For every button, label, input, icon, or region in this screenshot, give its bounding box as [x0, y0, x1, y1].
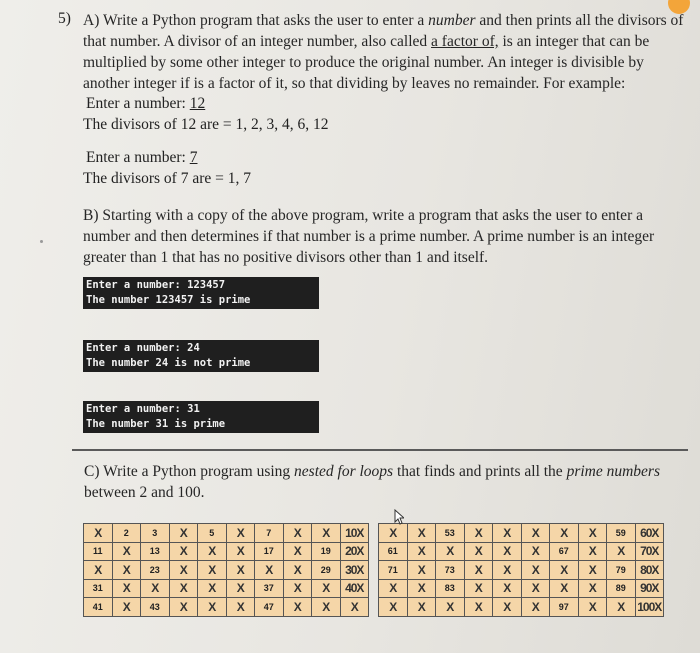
sieve-cell: 47 — [255, 598, 284, 617]
sieve-cell: X — [226, 561, 255, 580]
part-b-text: B) Starting with a copy of the above program, write a program that asks the user to enter a number and then determines if that number is a prime number. A prime number is an integer greater than 1 that has no positive divisors other than 1 and itself. — [83, 207, 655, 266]
sieve-cell: X — [169, 561, 198, 580]
sieve-cell: X — [283, 542, 312, 561]
sieve-cell: X — [578, 561, 607, 580]
sieve-cell: X — [578, 542, 607, 561]
sieve-cell: X — [407, 524, 436, 543]
sieve-cell: 59 — [607, 524, 636, 543]
sieve-cell: 17 — [255, 542, 284, 561]
terminal-output-2: Enter a number: 24 The number 24 is not prime — [83, 340, 319, 372]
sieve-cell: X — [379, 524, 408, 543]
sieve-cell: X — [312, 598, 341, 617]
sieve-cell: X — [493, 542, 522, 561]
sieve-cell: 67 — [550, 542, 579, 561]
sieve-cell: X — [379, 598, 408, 617]
sieve-cell: 37 — [255, 579, 284, 598]
sieve-row — [84, 542, 369, 561]
margin-dot — [40, 240, 43, 243]
example-1-prompt: Enter a number: 12 — [86, 95, 206, 112]
sieve-cell: X — [550, 524, 579, 543]
sieve-row — [84, 524, 369, 543]
sieve-cell: X — [436, 598, 465, 617]
sieve-cell: X — [283, 561, 312, 580]
sieve-cell: 30X — [340, 561, 369, 580]
sieve-cell: 73 — [436, 561, 465, 580]
sieve-cell: 31 — [84, 579, 113, 598]
sieve-cell: 29 — [312, 561, 341, 580]
sieve-cell: 90X — [635, 579, 664, 598]
sieve-cell: X — [283, 598, 312, 617]
sieve-cell: X — [312, 579, 341, 598]
sieve-cell: X — [407, 561, 436, 580]
sieve-cell: X — [112, 561, 141, 580]
sieve-cell: X — [407, 579, 436, 598]
sieve-cell: 79 — [607, 561, 636, 580]
sieve-cell: X — [255, 561, 284, 580]
sieve-cell: X — [226, 598, 255, 617]
sieve-cell: X — [607, 598, 636, 617]
sieve-cell: X — [464, 524, 493, 543]
sieve-cell: X — [283, 579, 312, 598]
sieve-row — [84, 598, 369, 617]
sieve-row — [379, 542, 664, 561]
sieve-cell: 7 — [255, 524, 284, 543]
sieve-cell: 40X — [340, 579, 369, 598]
sieve-grid-51-100 — [378, 523, 664, 617]
sieve-cell: X — [169, 524, 198, 543]
sieve-row — [379, 598, 664, 617]
sieve-row — [84, 561, 369, 580]
sieve-cell: 13 — [141, 542, 170, 561]
sieve-cell: X — [112, 542, 141, 561]
sieve-cell: X — [578, 598, 607, 617]
sieve-cell: X — [493, 524, 522, 543]
sieve-cell: 2 — [112, 524, 141, 543]
sieve-cell: 71 — [379, 561, 408, 580]
sieve-cell: 10X — [340, 524, 369, 543]
sieve-cell: X — [493, 561, 522, 580]
sieve-cell: 11 — [84, 542, 113, 561]
sieve-cell: X — [226, 579, 255, 598]
sieve-cell: X — [521, 524, 550, 543]
sieve-cell: X — [312, 524, 341, 543]
sieve-cell: X — [112, 579, 141, 598]
sieve-cell: X — [141, 579, 170, 598]
terminal-output-1: Enter a number: 123457 The number 123457 is prime — [83, 277, 319, 309]
sieve-cell: X — [607, 542, 636, 561]
sieve-cell: X — [436, 542, 465, 561]
sieve-cell: X — [464, 598, 493, 617]
sieve-cell: X — [407, 598, 436, 617]
part-c-text: C) Write a Python program using nested for loops that finds and prints all the prime numbers between 2 and 100. — [84, 463, 660, 501]
sieve-grid-1-50 — [83, 523, 369, 617]
example-2-result: The divisors of 7 are = 1, 7 — [83, 170, 252, 187]
sieve-cell: X — [226, 542, 255, 561]
sieve-cell: 53 — [436, 524, 465, 543]
sieve-cell: 89 — [607, 579, 636, 598]
sieve-cell: 20X — [340, 542, 369, 561]
sieve-cell: 41 — [84, 598, 113, 617]
sieve-cell: X — [169, 542, 198, 561]
part-a-text: A) Write a Python program that asks the user to enter a number and then prints all the divisors of that number. A divisor of an integer number, also called a factor of, is an integer that can be multiplied by some other integer to produce the original number. An integer is divisible by another integer if is a factor of it, so that dividing by leaves no remainder. For example: — [83, 12, 684, 92]
sieve-cell: X — [464, 561, 493, 580]
sieve-cell: X — [493, 579, 522, 598]
sieve-cell: 5 — [198, 524, 227, 543]
sieve-cell: X — [112, 598, 141, 617]
sieve-cell: X — [283, 524, 312, 543]
sieve-cell: X — [198, 579, 227, 598]
question-number: 5) — [58, 10, 71, 27]
sieve-cell: X — [521, 561, 550, 580]
sieve-cell: 83 — [436, 579, 465, 598]
mouse-cursor-icon — [394, 509, 404, 525]
sieve-row — [379, 579, 664, 598]
sieve-cell: 19 — [312, 542, 341, 561]
sieve-row — [379, 561, 664, 580]
sieve-cell: X — [379, 579, 408, 598]
sieve-cell: 23 — [141, 561, 170, 580]
sieve-cell: X — [169, 579, 198, 598]
sieve-cell: X — [578, 579, 607, 598]
sieve-cell: 61 — [379, 542, 408, 561]
terminal-output-3: Enter a number: 31 The number 31 is prime — [83, 401, 319, 433]
sieve-cell: 80X — [635, 561, 664, 580]
sieve-cell: X — [493, 598, 522, 617]
sieve-cell: 97 — [550, 598, 579, 617]
section-divider — [72, 449, 688, 451]
sieve-cell: X — [550, 561, 579, 580]
sieve-cell: X — [407, 542, 436, 561]
sieve-cell: 60X — [635, 524, 664, 543]
sieve-cell: X — [84, 524, 113, 543]
sieve-cell: X — [521, 542, 550, 561]
sieve-cell: X — [464, 542, 493, 561]
sieve-cell: X — [550, 579, 579, 598]
example-2-prompt: Enter a number: 7 — [86, 149, 198, 166]
sieve-cell: 43 — [141, 598, 170, 617]
sieve-cell: X — [578, 524, 607, 543]
sieve-cell: X — [340, 598, 369, 617]
sieve-cell: 3 — [141, 524, 170, 543]
sieve-cell: X — [226, 524, 255, 543]
sieve-cell: X — [169, 598, 198, 617]
sieve-cell: X — [198, 542, 227, 561]
sieve-cell: X — [464, 579, 493, 598]
sieve-row — [379, 524, 664, 543]
sieve-cell: X — [521, 598, 550, 617]
sieve-cell: 100X — [635, 598, 664, 617]
example-1-result: The divisors of 12 are = 1, 2, 3, 4, 6, 12 — [83, 116, 329, 133]
sieve-cell: X — [198, 561, 227, 580]
sieve-cell: 70X — [635, 542, 664, 561]
sieve-cell: X — [84, 561, 113, 580]
sieve-cell: X — [198, 598, 227, 617]
sieve-cell: X — [521, 579, 550, 598]
sieve-row — [84, 579, 369, 598]
